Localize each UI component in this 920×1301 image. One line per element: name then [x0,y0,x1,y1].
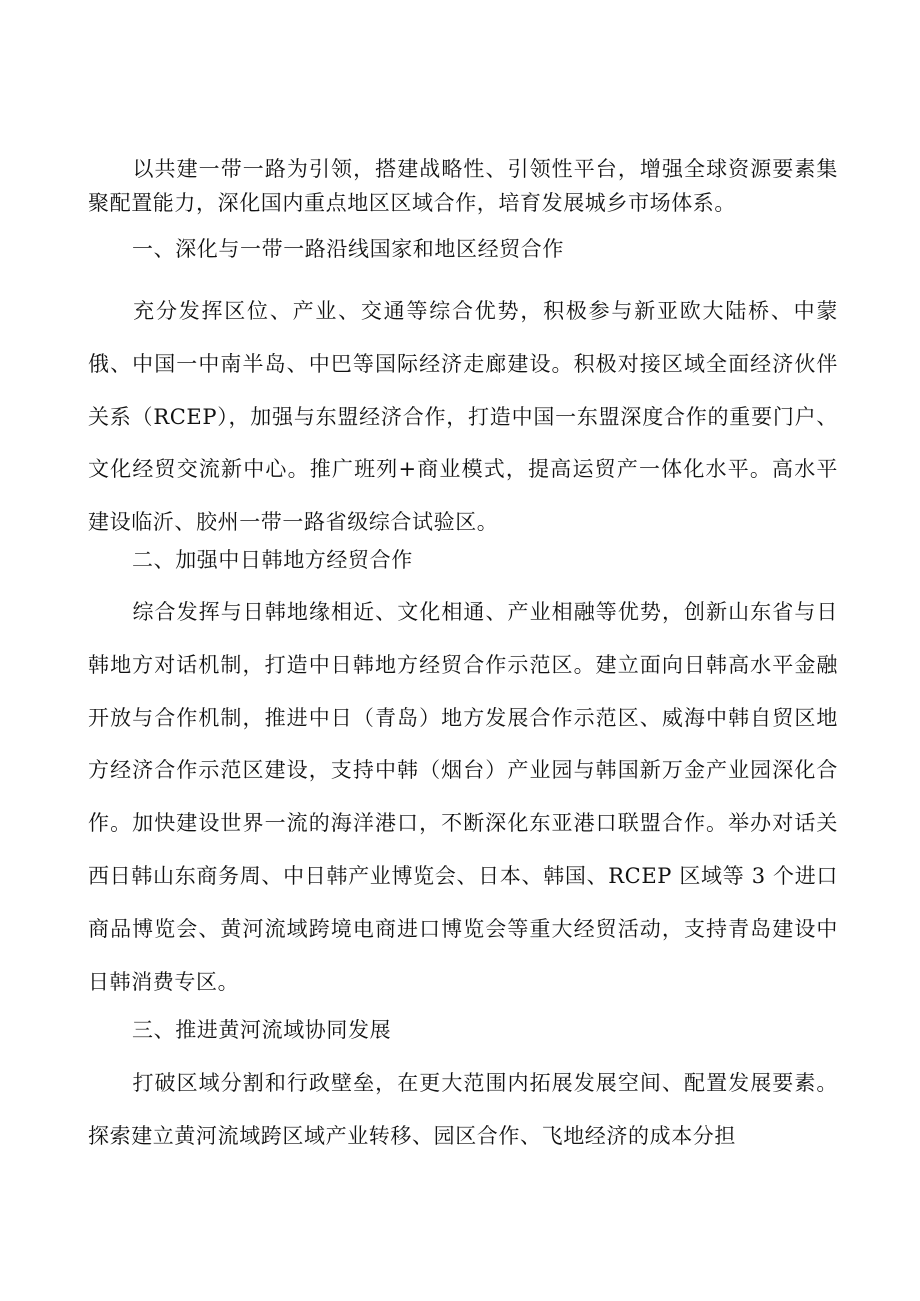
section-1-heading: 一、深化与一带一路沿线国家和地区经贸合作 [132,237,564,261]
section-3-heading: 三、推进黄河流域协同发展 [132,1018,392,1042]
section-2-heading: 二、加强中日韩地方经贸合作 [132,548,413,572]
section-1-paragraph [88,285,838,549]
section-3-paragraph-text: 打破区域分割和行政壁垒，在更大范围内拓展发展空间、配置发展要素。探索建立黄河流域跨区域产业转移、园区合作、飞地经济的成本分担 [88,1071,838,1148]
section-2-paragraph-text: 综合发挥与日韩地缘相近、文化相通、产业相融等优势，创新山东省与日韩地方对话机制，打造中日韩地方经贸合作示范区。建立面向日韩高水平金融开放与合作机制，推进中日（青岛）地方发展合作示范区、威海中韩自贸区地方经济合作示范区建设，支持中韩（烟台）产业园与韩国新万金产业园深化合作。加快建设世界一流的海洋港口，不断深化东亚港口联盟合作。举办对话关西日韩山东商务周、中日韩产业博览会、日本、韩国、RCEP 区域等 3 个进口商品博览会、黄河流域跨境电商进口博览会等重大经贸活动，支持青岛建设中日韩消费专区。 [88,600,838,994]
section-3-paragraph [88,1057,838,1163]
intro-paragraph-text: 以共建一带一路为引领，搭建战略性、引领性平台，增强全球资源要素集聚配置能力，深化国内重点地区区域合作，培育发展城乡市场体系。 [88,157,838,215]
section-2-paragraph [88,586,838,1008]
intro-paragraph [88,152,838,220]
section-1-paragraph-text: 充分发挥区位、产业、交通等综合优势，积极参与新亚欧大陆桥、中蒙俄、中国一中南半岛、中巴等国际经济走廊建设。积极对接区域全面经济伙伴关系（RCEP），加强与东盟经济合作，打造中国一东盟深度合作的重要门户、文化经贸交流新中心。推广班列+商业模式，提高运贸产一体化水平。高水平建设临沂、胶州一带一路省级综合试验区。 [88,299,838,535]
